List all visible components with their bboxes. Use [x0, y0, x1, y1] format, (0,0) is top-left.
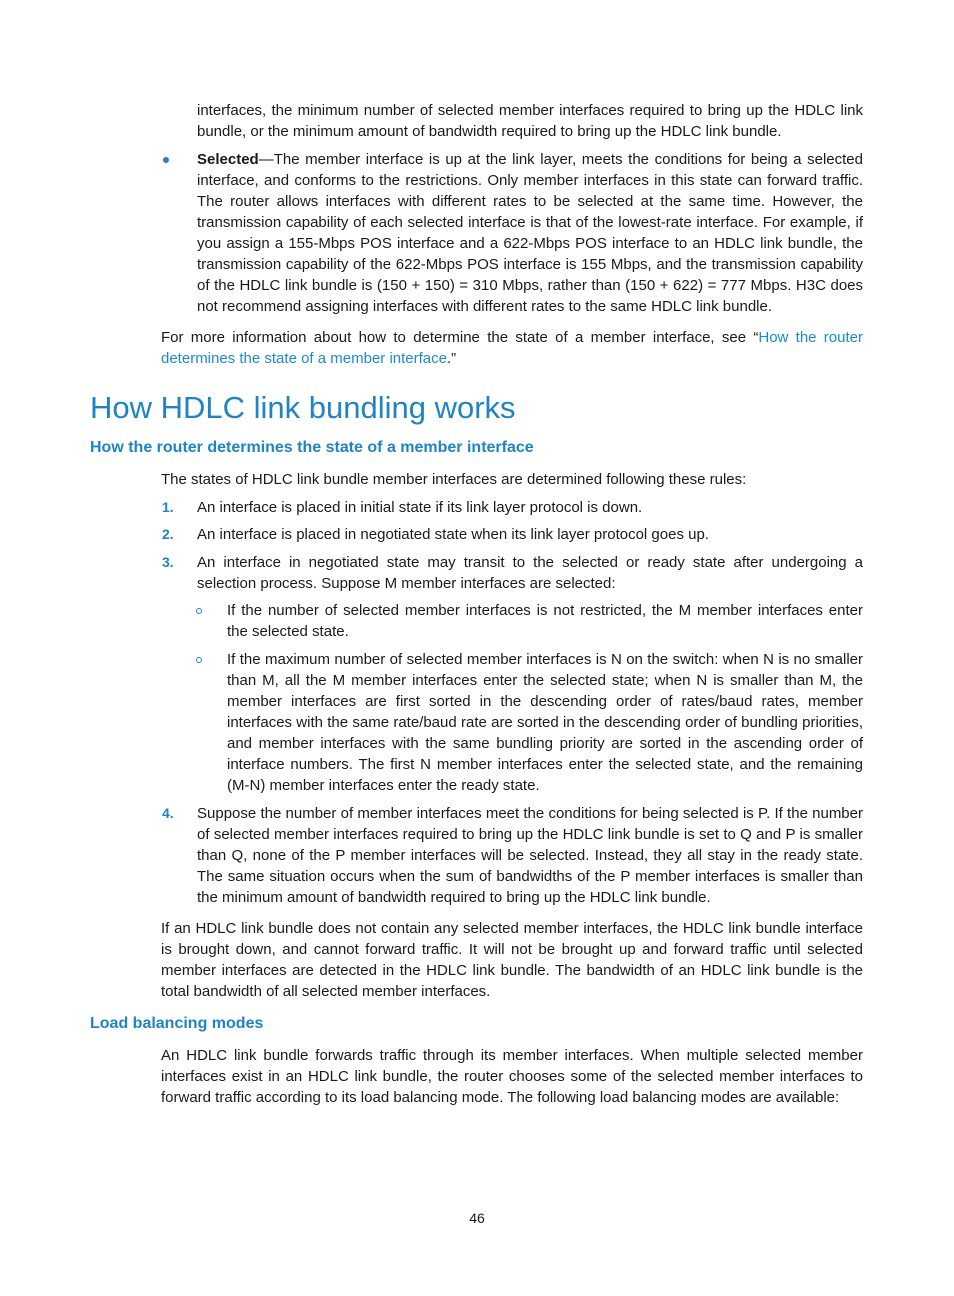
subsection-heading-load-balancing: Load balancing modes: [90, 1015, 264, 1032]
bullet-dot-icon: [163, 157, 169, 163]
selected-description: —The member interface is up at the link layer, meets the conditions for being a selected interface, and conforms to the restrictions. Only member interfaces in this state can forward traffic. The router allows interfaces with different rates to be selected at the same time. However, the transmission capability of each selected interface is that of the lowest-rate interface. For example, if you assign a 155-Mbps POS interface and a 622-Mbps POS interface to an HDLC link bundle, the transmission capability of the 622-Mbps POS interface is 155 Mbps, and the transmission capability of the HDLC link bundle is (150 + 150) = 310 Mbps, rather than (150 + 622) = 777 Mbps. H3C does not recommend assigning interfaces with different rates to the same HDLC link bundle.: [197, 151, 863, 315]
rule-item: An interface is placed in initial state if its link layer protocol is down.: [197, 499, 643, 516]
subsection-heading-member-state: How the router determines the state of a member interface: [90, 439, 534, 456]
rule-item: Suppose the number of member interfaces meet the conditions for being selected is P. If the number of selected member interfaces required to bring up the HDLC link bundle is set to Q and P is smaller than Q, none of the P member interfaces will be selected. Instead, they all stay in the ready state. The same situation occurs when the sum of bandwidths of the P member interfaces is smaller than the minimum amount of bandwidth required to bring up the HDLC link bundle.: [197, 805, 863, 906]
selected-term: Selected: [197, 151, 259, 168]
continuation-paragraph: interfaces, the minimum number of selected member interfaces required to bring up the HDLC link bundle, or the minimum amount of bandwidth required to bring up the HDLC link bundle.: [197, 102, 863, 140]
page-number: 46: [469, 1210, 485, 1226]
more-info-prefix: For more information about how to determine the state of a member interface, see “: [161, 329, 759, 346]
load-balancing-paragraph: An HDLC link bundle forwards traffic through its member interfaces. When multiple selected member interfaces exist in an HDLC link bundle, the router chooses some of the selected member interfaces to forward traffic according to its load balancing mode. The following load balancing modes are available:: [161, 1047, 863, 1106]
bundle-down-paragraph: If an HDLC link bundle does not contain any selected member interfaces, the HDLC link bundle interface is brought down, and cannot forward traffic. It will not be brought up and forward traffic until selected member interfaces are detected in the HDLC link bundle. The bandwidth of an HDLC link bundle is the total bandwidth of all selected member interfaces.: [161, 920, 863, 1000]
state-determination-link[interactable]: How the router determines the state of a member interface: [161, 329, 863, 367]
rule-number: 1.: [162, 499, 174, 515]
sub-bullet-circle-icon: [196, 608, 202, 614]
rule-item: An interface is placed in negotiated state when its link layer protocol goes up.: [197, 526, 709, 543]
sub-list-item: If the maximum number of selected member interfaces is N on the switch: when N is no smaller than M, all the M member interfaces enter the selected state; when N is smaller than M, the member interfaces are first sorted in the descending order of rates/baud rates, member interfaces with the same rate/baud rate are sorted in the descending order of bundling priorities, and member interfaces with the same bundling priority are sorted in the ascending order of interface numbers. The first N member interfaces enter the selected state, and the remaining (M-N) member interfaces enter the ready state.: [227, 651, 863, 794]
more-info-suffix: .”: [446, 350, 457, 367]
rule-number: 4.: [162, 805, 174, 821]
rule-item: An interface in negotiated state may transit to the selected or ready state after undergoing a selection process. Suppose M member interfaces are selected:: [197, 554, 863, 592]
sub-list-item: If the number of selected member interfaces is not restricted, the M member interfaces enter the selected state.: [227, 602, 863, 640]
sub-bullet-circle-icon: [196, 657, 202, 663]
rule-number: 2.: [162, 526, 174, 542]
rule-number: 3.: [162, 554, 174, 570]
rules-lead-paragraph: The states of HDLC link bundle member interfaces are determined following these rules:: [161, 471, 747, 488]
more-info-paragraph: [161, 327, 863, 369]
section-heading: How HDLC link bundling works: [90, 390, 516, 425]
selected-bullet-paragraph: [197, 149, 863, 317]
